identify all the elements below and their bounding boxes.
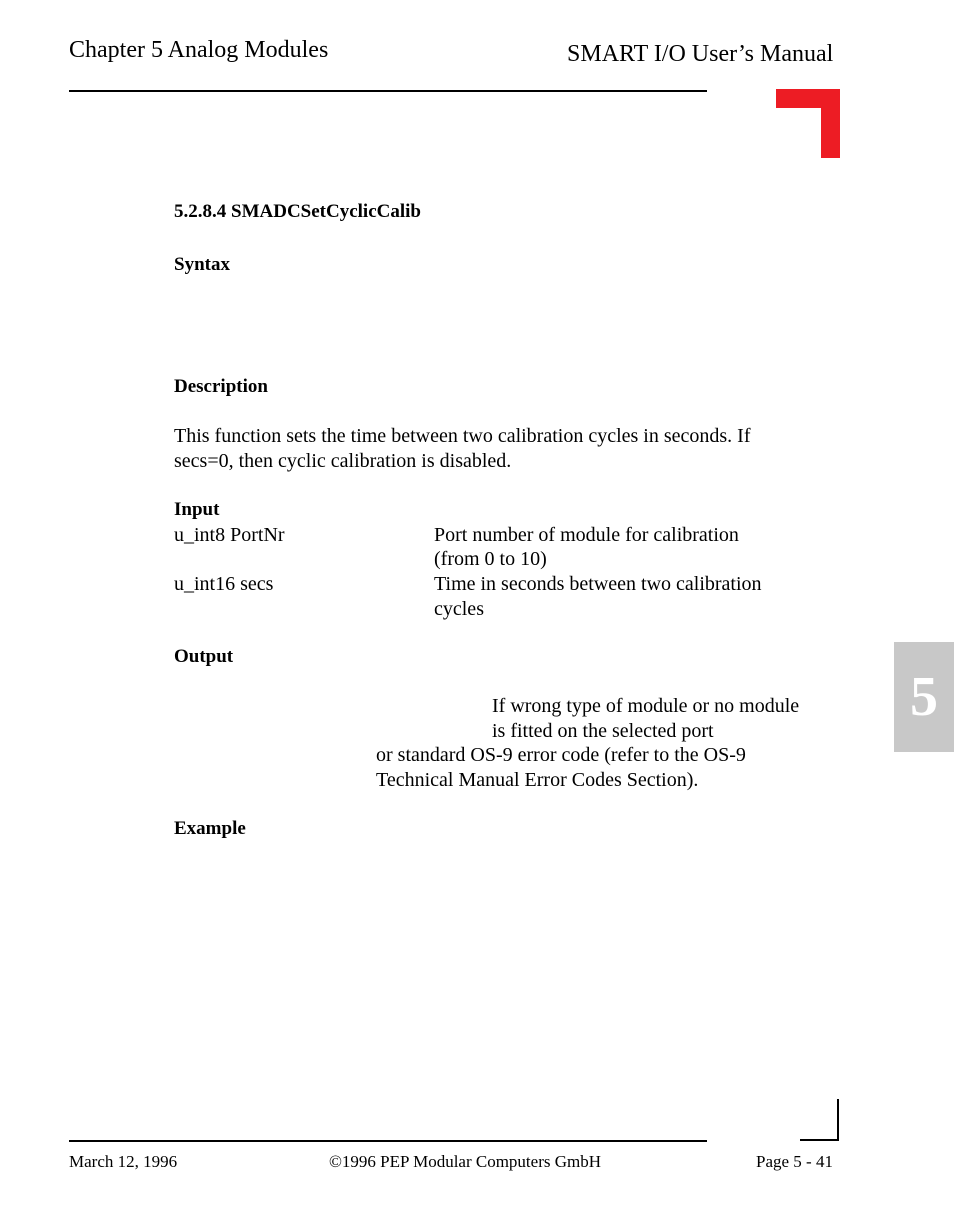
output-line-3: or standard OS-9 error code (refer to the OS-9	[376, 744, 746, 766]
output-line-4: Technical Manual Error Codes Section).	[376, 769, 699, 791]
output-line-1: If wrong type of module or no module	[492, 695, 800, 717]
red-corner-mark-vertical	[821, 89, 840, 158]
description-line-2: secs=0, then cyclic calibration is disabled.	[174, 450, 512, 472]
syntax-heading: Syntax	[174, 254, 230, 275]
chapter-tab-number: 5	[910, 666, 938, 728]
manual-title: SMART I/O User’s Manual	[567, 41, 834, 67]
footer-corner-mark	[837, 1099, 839, 1141]
chapter-tab	[894, 642, 954, 752]
input-param-desc: Port number of module for calibration	[434, 524, 739, 546]
input-param-name: u_int8 PortNr	[174, 524, 285, 546]
input-param-desc: (from 0 to 10)	[434, 548, 547, 570]
footer-rule	[69, 1140, 707, 1142]
example-heading: Example	[174, 818, 246, 839]
output-heading: Output	[174, 646, 234, 667]
input-param-desc: cycles	[434, 598, 484, 620]
chapter-title: Chapter 5 Analog Modules	[69, 37, 329, 63]
input-heading: Input	[174, 499, 220, 520]
footer-copyright: ©1996 PEP Modular Computers GmbH	[329, 1152, 602, 1171]
header-rule	[69, 90, 707, 92]
description-heading: Description	[174, 376, 268, 397]
footer-date: March 12, 1996	[69, 1152, 178, 1171]
output-line-2: is fitted on the selected port	[492, 720, 714, 742]
input-param-desc: Time in seconds between two calibration	[434, 573, 762, 595]
section-title: 5.2.8.4 SMADCSetCyclicCalib	[174, 201, 421, 222]
input-param-name: u_int16 secs	[174, 573, 274, 595]
description-line-1: This function sets the time between two calibration cycles in seconds. If	[174, 425, 751, 447]
footer-page-number: Page 5 - 41	[756, 1152, 833, 1171]
footer-corner-mark-horizontal	[800, 1139, 839, 1141]
